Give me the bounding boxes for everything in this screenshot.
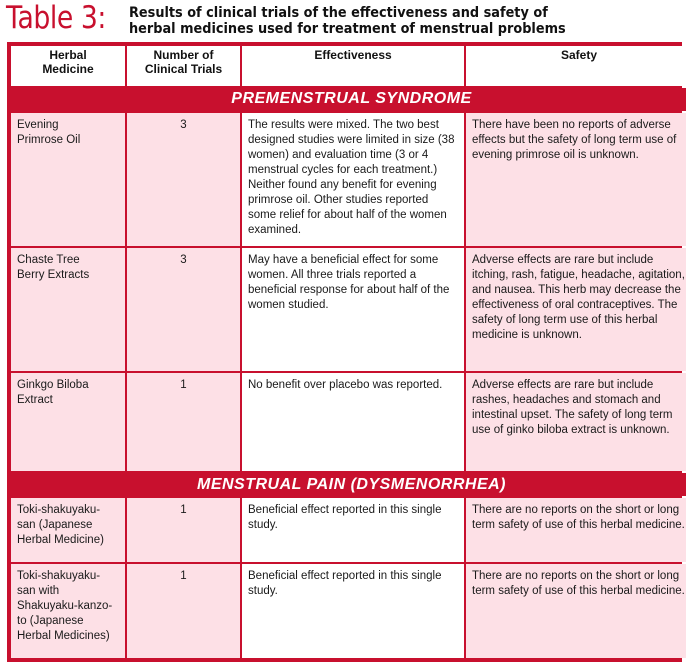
- table-subtitle: [129, 5, 635, 37]
- table-row: [11, 113, 686, 246]
- safety-text: There are no reports on the short or long term safety of use of this herbal medicine.: [466, 498, 686, 562]
- column-header-safety: Safety: [466, 46, 686, 86]
- safety-text: Adverse effects are rare but include itching, rash, fatigue, headache, agitation, and nausea. This herb may decrease the effectiveness of oral contraceptives. The safety of long term use of this herbal medicine is unknown.: [466, 248, 686, 371]
- table-row: [11, 248, 686, 371]
- effectiveness-text: Beneficial effect reported in this single study.: [242, 564, 464, 658]
- trial-count: 1: [127, 564, 240, 658]
- table-row: [11, 373, 686, 471]
- subtitle-line-2: herbal medicines used for treatment of menstrual problems: [129, 21, 566, 37]
- trial-count: 3: [127, 248, 240, 371]
- table-row: [11, 498, 686, 562]
- section-title-dysmenorrhea: MENSTRUAL PAIN (DYSMENORRHEA): [11, 473, 686, 496]
- safety-text: Adverse effects are rare but include rashes, headaches and stomach and intestinal upset. The safety of long term use of ginko biloba extract is unknown.: [466, 373, 686, 471]
- safety-text: There have been no reports of adverse effects but the safety of long term use of evening primrose oil is unknown.: [466, 113, 686, 246]
- herb-name: Evening Primrose Oil: [11, 113, 125, 246]
- trial-count: 1: [127, 373, 240, 471]
- section-header-row: [11, 473, 686, 496]
- subtitle-line-1: Results of clinical trials of the effectiveness and safety of: [129, 5, 548, 21]
- herb-name: Toki-shakuyaku- san (Japanese Herbal Medicine): [11, 498, 125, 562]
- header-row: [11, 46, 686, 86]
- effectiveness-text: The results were mixed. The two best designed studies were limited in size (38 women) and evaluation time (3 or 4 menstrual cycles for each treatment.) Neither found any benefit for evening primrose oil. Other studies reported some relief for about half of the women examined.: [242, 113, 464, 246]
- herb-name: Ginkgo Biloba Extract: [11, 373, 125, 471]
- effectiveness-text: No benefit over placebo was reported.: [242, 373, 464, 471]
- section-title-pms: PREMENSTRUAL SYNDROME: [11, 88, 686, 111]
- title-bar: [0, 0, 686, 42]
- table-row: [11, 564, 686, 658]
- effectiveness-text: Beneficial effect reported in this single study.: [242, 498, 464, 562]
- trial-count: 1: [127, 498, 240, 562]
- table-frame: [7, 42, 685, 662]
- herb-name: Toki-shakuyaku- san with Shakuyaku-kanzo- to (Japanese Herbal Medicines): [11, 564, 125, 658]
- section-header-row: [11, 88, 686, 111]
- column-header-trials: Number of Clinical Trials: [127, 46, 240, 86]
- column-header-effectiveness: Effectiveness: [242, 46, 464, 86]
- trial-count: 3: [127, 113, 240, 246]
- herb-name: Chaste Tree Berry Extracts: [11, 248, 125, 371]
- herbal-medicine-table: [9, 44, 686, 660]
- column-header-herb: Herbal Medicine: [11, 46, 125, 86]
- safety-text: There are no reports on the short or long term safety of use of this herbal medicine.: [466, 564, 686, 658]
- table-title: Table 3:: [6, 0, 106, 36]
- effectiveness-text: May have a beneficial effect for some women. All three trials reported a beneficial response for about half of the women studied.: [242, 248, 464, 371]
